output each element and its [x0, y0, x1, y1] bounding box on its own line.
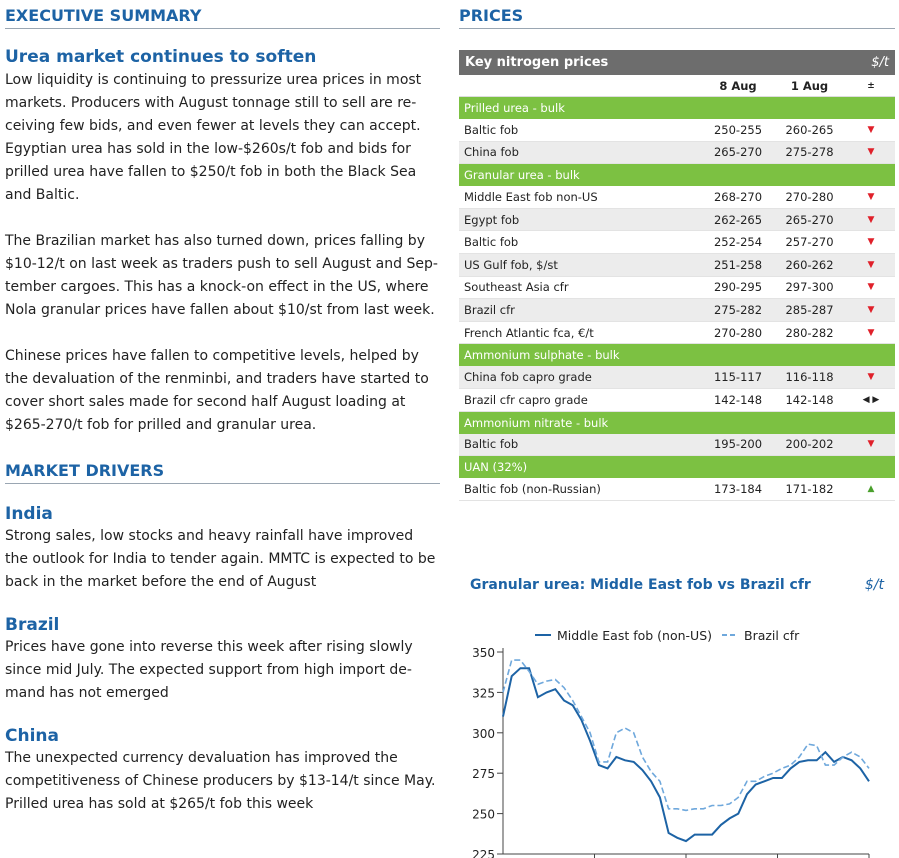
y-tick-label: 250 — [472, 807, 495, 822]
row-name: Middle East fob non-US — [464, 189, 598, 204]
row-current-price: 250-255 — [713, 122, 763, 137]
row-name: Baltic fob — [464, 437, 519, 452]
chart-title: Granular urea: Middle East fob vs Brazil cfr — [470, 577, 811, 593]
category-header: Prilled urea - bulk — [459, 97, 895, 119]
executive-summary-title: EXECUTIVE SUMMARY — [5, 0, 440, 29]
y-tick-label: 300 — [472, 726, 495, 741]
headline: Urea market continues to soften — [5, 47, 317, 67]
table-row — [459, 209, 895, 232]
driver-text-india: Strong sales, low stocks and heavy rainfall have improved the outlook for India to tender again. MMTC is expected to be back in the market before the end of August — [5, 528, 436, 590]
row-name: Brazil cfr capro grade — [464, 392, 588, 407]
row-previous-price: 257-270 — [785, 235, 834, 250]
row-previous-price: 280-282 — [785, 325, 834, 340]
row-current-price: 265-270 — [713, 145, 763, 160]
prices-title: PRICES — [459, 0, 895, 29]
table-row — [459, 322, 895, 345]
table-row — [459, 478, 895, 501]
legend-label: Middle East fob (non-US) — [557, 628, 713, 643]
table-row — [459, 299, 895, 322]
trend-down-icon: ▼ — [867, 327, 875, 338]
row-previous-price: 142-148 — [785, 392, 834, 407]
row-current-price: 290-295 — [713, 280, 763, 295]
row-previous-price: 297-300 — [785, 280, 834, 295]
trend-down-icon: ▼ — [867, 439, 875, 450]
trend-down-icon: ▼ — [867, 304, 875, 315]
table-row — [459, 366, 895, 389]
table-row — [459, 389, 895, 412]
row-name: China fob — [464, 145, 519, 160]
row-current-price: 251-258 — [713, 257, 763, 272]
row-previous-price: 260-262 — [785, 257, 834, 272]
row-name: Southeast Asia cfr — [464, 280, 569, 295]
line-chart — [459, 620, 895, 858]
row-name: Baltic fob (non-Russian) — [464, 481, 601, 496]
row-current-price: 270-280 — [713, 325, 763, 340]
row-current-price: 142-148 — [713, 392, 763, 407]
table-row — [459, 119, 895, 142]
driver-text-china: The unexpected currency devaluation has improved the competitiveness of Chinese producers by $13-14/t since May. Prilled urea has sold at $265/t fob this week — [5, 750, 436, 812]
legend-label: Brazil cfr — [744, 628, 800, 643]
driver-heading-brazil: Brazil — [5, 615, 60, 635]
series-line-1 — [503, 660, 869, 810]
row-previous-price: 200-202 — [785, 437, 834, 452]
y-tick-label: 275 — [472, 767, 495, 782]
trend-down-icon: ▼ — [867, 124, 875, 135]
right-column — [459, 0, 895, 501]
column-change: ± — [867, 80, 875, 91]
summary-paragraph-2: The Brazilian market has also turned down, prices falling by $10-12/t on last week as traders push to sell August and Sep-tember cargoes. This has a knock-on effect in the US, where Nola granular prices have fallen about $10/st from last week. — [5, 233, 438, 318]
category-header: Ammonium nitrate - bulk — [459, 412, 895, 434]
table-row — [459, 434, 895, 457]
row-name: French Atlantic fca, €/t — [464, 325, 594, 340]
row-name: Egypt fob — [464, 212, 520, 227]
row-current-price: 275-282 — [713, 302, 763, 317]
column-previous: 1 Aug — [790, 78, 829, 93]
trend-down-icon: ▼ — [867, 259, 875, 270]
prices-table-body — [459, 97, 895, 501]
row-previous-price: 275-278 — [785, 145, 834, 160]
left-column — [5, 0, 440, 816]
row-name: China fob capro grade — [464, 370, 592, 385]
row-current-price: 262-265 — [713, 212, 763, 227]
trend-down-icon: ▼ — [867, 147, 875, 158]
table-row — [459, 231, 895, 254]
row-current-price: 268-270 — [713, 189, 763, 204]
summary-paragraph-1: Low liquidity is continuing to pressurize urea prices in most markets. Producers with August tonnage still to sell are re-ceiving few bids, and even fewer at levels they can accept. Egyptian urea has sold in the low-$260s/t fob and bids for prilled urea have fallen to $250/t fob in both the Black Sea and Baltic. — [5, 72, 422, 203]
category-header: Ammonium sulphate - bulk — [459, 344, 895, 366]
row-name: Brazil cfr — [464, 302, 515, 317]
row-name: Baltic fob — [464, 122, 519, 137]
chart-title-bar — [470, 577, 886, 593]
row-previous-price: 260-265 — [785, 122, 834, 137]
row-name: Baltic fob — [464, 235, 519, 250]
trend-up-icon: ▲ — [867, 483, 875, 494]
trend-down-icon: ▼ — [867, 237, 875, 248]
table-row — [459, 277, 895, 300]
y-tick-label: 225 — [472, 848, 495, 858]
trend-flat-icon: ◀ ▶ — [862, 394, 880, 405]
prices-table-title: Key nitrogen prices — [465, 55, 609, 70]
prices-table-unit: $/t — [871, 55, 889, 70]
driver-text-brazil: Prices have gone into reverse this week after rising slowly since mid July. The expected support from high import de-mand has not emerged — [5, 639, 413, 701]
summary-paragraph-3: Chinese prices have fallen to competitive levels, helped by the devaluation of the renminbi, and traders have started to cover short sales made for second half August loading at $265-270/t fob for prilled and granular urea. — [5, 348, 429, 433]
trend-down-icon: ▼ — [867, 282, 875, 293]
table-row — [459, 186, 895, 209]
row-previous-price: 270-280 — [785, 189, 834, 204]
series-line-0 — [503, 668, 869, 841]
row-previous-price: 171-182 — [785, 481, 834, 496]
prices-table-header — [459, 50, 895, 75]
prices-table — [459, 50, 895, 501]
trend-down-icon: ▼ — [867, 191, 875, 202]
category-header: UAN (32%) — [459, 456, 895, 478]
category-header: Granular urea - bulk — [459, 164, 895, 186]
row-current-price: 252-254 — [713, 235, 763, 250]
row-current-price: 173-184 — [713, 481, 763, 496]
y-tick-label: 325 — [472, 686, 495, 701]
table-row — [459, 142, 895, 165]
table-row — [459, 254, 895, 277]
driver-heading-india: India — [5, 504, 53, 524]
row-previous-price: 285-287 — [785, 302, 834, 317]
trend-down-icon: ▼ — [867, 372, 875, 383]
row-current-price: 195-200 — [713, 437, 763, 452]
market-drivers-title: MARKET DRIVERS — [5, 455, 440, 484]
y-tick-label: 350 — [472, 646, 495, 660]
driver-heading-china: China — [5, 726, 59, 746]
prices-column-headers — [459, 75, 895, 97]
row-previous-price: 265-270 — [785, 212, 834, 227]
trend-down-icon: ▼ — [867, 214, 875, 225]
row-name: US Gulf fob, $/st — [464, 257, 558, 272]
column-current: 8 Aug — [719, 78, 757, 93]
row-current-price: 115-117 — [713, 370, 763, 385]
chart-unit: $/t — [864, 577, 884, 593]
row-previous-price: 116-118 — [785, 370, 834, 385]
